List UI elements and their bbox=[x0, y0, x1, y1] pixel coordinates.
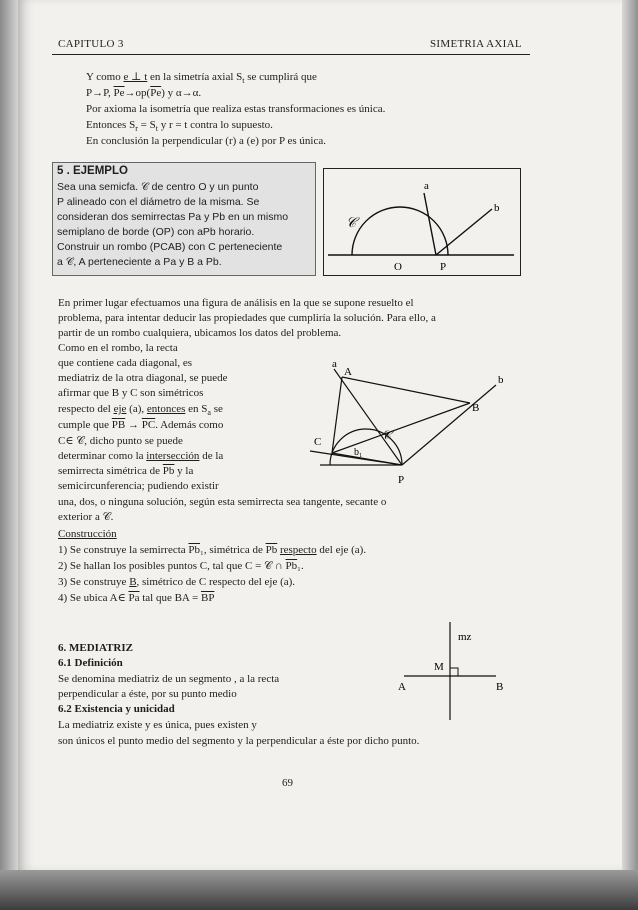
analysis-tail-line: exterior a 𝒞. bbox=[58, 511, 114, 523]
fig-label-a: a bbox=[332, 358, 337, 370]
fig-label-A: A bbox=[344, 366, 352, 378]
example-line: Construir un rombo (PCAB) con C perteneciente bbox=[57, 241, 283, 253]
definition-title: 6.1 Definición bbox=[58, 657, 123, 669]
analysis-c-line: C∈ 𝒞, dicho punto se puede bbox=[58, 435, 183, 447]
analysis-eje-line: respecto del eje (a), entonces en $S_a$ se bbox=[58, 403, 223, 418]
label-p: P bbox=[440, 261, 447, 273]
definition-line-1: Se denomina mediatriz de un segmento , a la recta bbox=[58, 673, 280, 685]
rhombus-figure bbox=[290, 355, 530, 495]
analysis-line: partir de un rombo cualquiera, ubicamos los datos del problema. bbox=[58, 327, 342, 339]
page-number: 69 bbox=[282, 777, 293, 789]
chapter-label: CAPITULO 3 bbox=[58, 38, 124, 50]
construction-step-3: 3) Se construye B, simétrico de C respecto del eje (a). bbox=[58, 576, 296, 588]
analysis-int-line: determinar como la intersección de la bbox=[58, 450, 224, 462]
analysis-left-line: afirmar que B y C son simétricos bbox=[58, 387, 204, 399]
label-m: M bbox=[434, 661, 444, 673]
intro-line-2: P→P, $\overline{Pe}\to op(\overline{Pe})$ y α→α. bbox=[86, 87, 202, 99]
book-gutter bbox=[0, 0, 18, 870]
fig-label-P: P bbox=[398, 474, 405, 486]
label-a-point: A bbox=[398, 681, 406, 693]
figure-ray-b bbox=[402, 385, 496, 465]
fig-label-B: B bbox=[472, 402, 480, 414]
construction-step-1: 1) Se construye la semirrecta $\overline{Pb}_1$, simétrica de $\overline{Pb}$ respecto del eje (a). bbox=[58, 544, 367, 556]
intro-line-4: Entonces $S_r = S_t$ y r = t contra lo supuesto. bbox=[86, 119, 273, 134]
construction-title: Construcción bbox=[58, 528, 117, 540]
intro-line-1: Y como e ⊥ t en la simetría axial $S_t$ se cumplirá que bbox=[86, 71, 317, 86]
scanner-background bbox=[0, 870, 638, 910]
fig-label-curve: 𝒞 bbox=[382, 428, 391, 442]
example-line: semiplano de borde (OP) con aPb horario. bbox=[57, 226, 255, 238]
example-title: 5 . EJEMPLO bbox=[57, 165, 128, 177]
analysis-line: En primer lugar efectuamos una figura de análisis en la que se supone resuelto el bbox=[58, 297, 414, 309]
analysis-sr-line: semirrecta simétrica de $\overline{Pb}$ y la bbox=[58, 465, 194, 477]
example-box bbox=[52, 162, 316, 276]
existence-title: 6.2 Existencia y unicidad bbox=[58, 703, 175, 715]
label-mz: mz bbox=[458, 631, 472, 643]
example-line: Sea una semicfa. 𝒞 de centro O y un punto bbox=[57, 181, 259, 193]
existence-line-1: La mediatriz existe y es única, pues existen y bbox=[58, 719, 257, 731]
analysis-left-line: Como en el rombo, la recta bbox=[58, 342, 178, 354]
fig-label-b: b bbox=[498, 374, 504, 386]
analysis-left-line: que contiene cada diagonal, es bbox=[58, 357, 193, 369]
label-b: b bbox=[494, 202, 500, 214]
mediatriz-title: 6. MEDIATRIZ bbox=[58, 642, 133, 654]
existence-line-2: son únicos el punto medio del segmento y la perpendicular a éste por dicho punto. bbox=[58, 735, 420, 747]
figure-ray-a bbox=[334, 369, 402, 465]
page-edge-shadow bbox=[622, 0, 638, 870]
definition-line-2: perpendicular a éste, por su punto medio bbox=[58, 688, 237, 700]
right-angle-mark bbox=[450, 668, 458, 676]
example-line: P alineado con el diámetro de la misma. Se bbox=[57, 196, 260, 208]
example-figure bbox=[323, 168, 521, 276]
header-rule bbox=[52, 54, 530, 55]
example-figure-drawing bbox=[324, 169, 520, 275]
side-ac bbox=[332, 377, 342, 453]
ray-pa bbox=[424, 193, 436, 255]
analysis-left-line: mediatriz de la otra diagonal, se puede bbox=[58, 372, 228, 384]
intro-line-3: Por axioma la isometría que realiza estas transformaciones es única. bbox=[86, 103, 386, 115]
fig-label-C: C bbox=[314, 436, 322, 448]
example-line: consideran dos semirrectas Pa y Pb en un mismo bbox=[57, 211, 289, 223]
section-title: SIMETRIA AXIAL bbox=[430, 38, 522, 50]
example-line: a 𝒞, A perteneciente a Pa y B a Pb. bbox=[57, 256, 222, 268]
analysis-line: problema, para intentar deducir las propiedades que cumpliría la solución. Para ello, a bbox=[58, 312, 436, 324]
mediatriz-figure bbox=[390, 618, 520, 724]
construction-step-2: 2) Se hallan los posibles puntos C, tal que C = 𝒞 ∩ $\overline{Pb}_1$. bbox=[58, 560, 304, 572]
side-ab bbox=[342, 377, 470, 403]
label-o: O bbox=[394, 261, 402, 273]
label-a: a bbox=[424, 180, 429, 192]
label-b-point: B bbox=[496, 681, 504, 693]
intro-line-5: En conclusión la perpendicular (r) a (e) por P es única. bbox=[86, 135, 326, 147]
label-c: 𝒞 bbox=[346, 216, 357, 231]
ray-pb bbox=[436, 209, 492, 255]
semicircle-curve bbox=[352, 207, 448, 255]
analysis-tail-line: una, dos, o ninguna solución, según esta semirrecta sea tangente, secante o bbox=[58, 496, 387, 508]
construction-step-4: 4) Se ubica A∈ $\overline{Pa}$ tal que BA = $\overline{BP}$ bbox=[58, 592, 215, 604]
analysis-semi-line: semicircunferencia; pudiendo existir bbox=[58, 480, 219, 492]
diagonal-cb bbox=[332, 403, 470, 453]
fig-label-b1: b₁ bbox=[354, 447, 363, 458]
analysis-pb-line: cumple que $\overline{PB} \to \overline{PC}$. Además como bbox=[58, 419, 224, 431]
